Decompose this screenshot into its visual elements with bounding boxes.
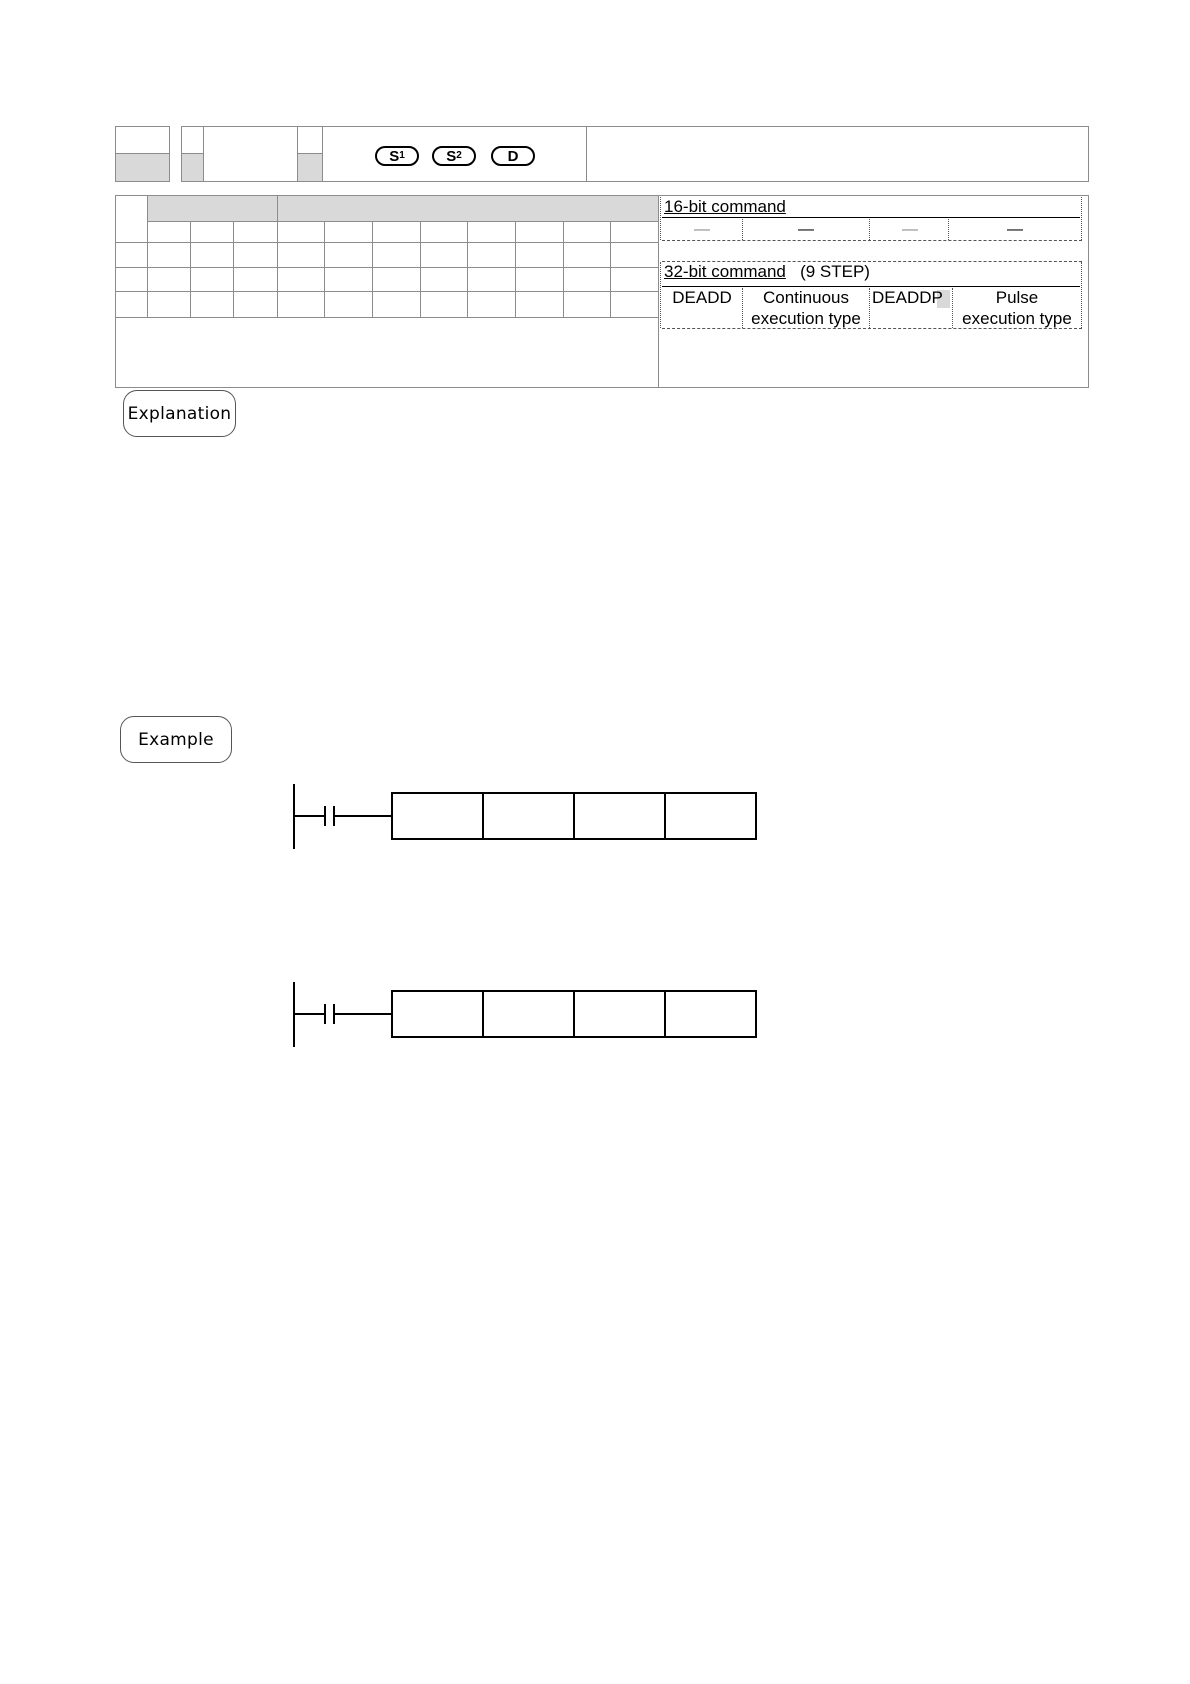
grid-h-1 [147, 221, 658, 222]
ladder-2-box-d [665, 991, 756, 1037]
cmd16-sep-1 [742, 219, 743, 240]
cmd16-entry-1: — [694, 221, 710, 238]
ladder-2-box-instruction [392, 991, 483, 1037]
cmd32-steps: (9 STEP) [800, 262, 870, 281]
grid-v-w4 [467, 221, 468, 317]
cmd16-entry-2: — [798, 221, 814, 238]
operand-s2-sub: 2 [456, 150, 462, 161]
grid-v-label [147, 196, 148, 317]
explanation-label: Explanation [123, 390, 236, 437]
cmd16-sep-2 [869, 219, 870, 240]
cmd16-bottom-dash [662, 240, 1082, 241]
grid-h-5 [115, 317, 658, 318]
bit-device-header [147, 196, 277, 221]
function-cell [586, 126, 1089, 182]
operand-s2-badge [432, 146, 476, 166]
ladder-diagram-1 [280, 780, 760, 852]
ladder-1-box-s1 [483, 793, 574, 839]
cmd32-title-row [664, 262, 870, 282]
cmd32-sep-2 [869, 288, 870, 328]
cmd32-mnemonic: DEADD [672, 288, 732, 307]
grid-v-w3 [420, 221, 421, 317]
cmd32-bottom-dash [662, 328, 1082, 329]
word-device-header [277, 196, 658, 221]
operand-s1-sub: 1 [399, 150, 405, 161]
cmd32-pulse-mnemonic: DEADDP [872, 288, 943, 307]
api-number-shade [115, 153, 170, 182]
type-flag-shade-2 [297, 153, 323, 182]
cmd32-continuous-line1: Continuous [762, 288, 849, 307]
grid-v-b1 [190, 221, 191, 317]
type-flag-shade-1 [181, 153, 204, 182]
ladder-1-box-d [665, 793, 756, 839]
operand-s1-label: S [389, 147, 400, 165]
cmd16-sep-3 [948, 219, 949, 240]
grid-v-w7 [610, 221, 611, 317]
grid-v-b2 [233, 221, 234, 317]
grid-v-w6 [563, 221, 564, 317]
operand-d-badge [491, 146, 535, 166]
operand-s2-label: S [446, 147, 457, 165]
ladder-1-box-s2 [574, 793, 665, 839]
grid-v-b3 [277, 196, 278, 317]
grid-h-2 [115, 242, 658, 243]
cmd32-pulse-line1: Pulse [995, 288, 1039, 307]
cmd16-entry-3: — [902, 221, 918, 238]
example-label: Example [120, 716, 232, 763]
ladder-diagram-2 [280, 978, 760, 1050]
cmd16-title: 16-bit command [664, 197, 786, 216]
cmd16-entry-4: — [1007, 221, 1023, 238]
ladder-1-box-instruction [392, 793, 483, 839]
grid-v-w1 [324, 221, 325, 317]
cmd32-right-dots [1081, 262, 1082, 328]
grid-v-w2 [372, 221, 373, 317]
ladder-2-box-s1 [483, 991, 574, 1037]
grid-h-3 [115, 267, 658, 268]
grid-v-w5 [515, 221, 516, 317]
ladder-2-box-s2 [574, 991, 665, 1037]
operand-s1-badge [375, 146, 419, 166]
grid-v-divider [658, 196, 659, 388]
cmd32-pulse-line2: execution type [962, 309, 1072, 328]
cmd32-left-dots [660, 262, 661, 328]
cmd32-title: 32-bit command [664, 262, 786, 281]
cmd16-left-dots [660, 197, 661, 240]
cmd16-rule [662, 217, 1080, 218]
cmd16-right-dots [1081, 197, 1082, 240]
operand-d-label: D [507, 147, 519, 165]
cmd32-continuous-line2: execution type [751, 309, 861, 328]
grid-h-4 [115, 291, 658, 292]
mnemonic-cell [203, 126, 298, 182]
